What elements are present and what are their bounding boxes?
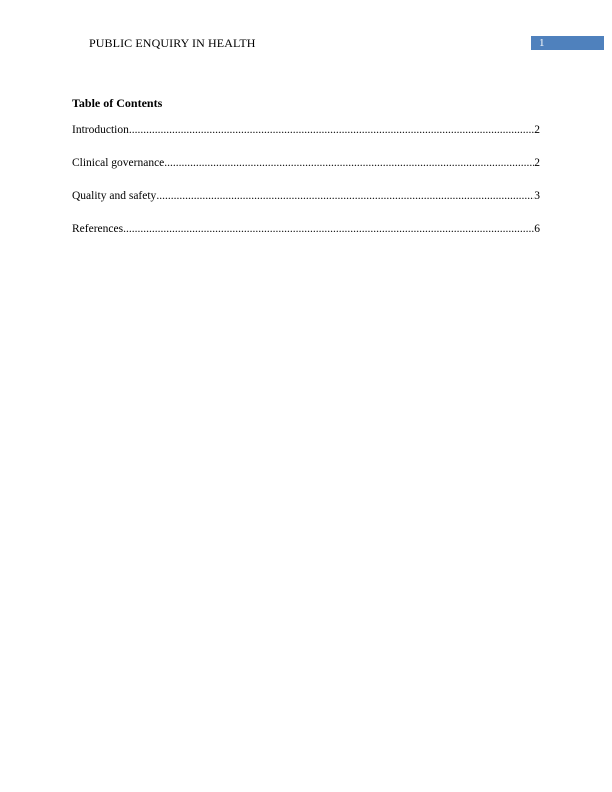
header-title: PUBLIC ENQUIRY IN HEALTH	[89, 36, 256, 50]
toc-leader-dots	[156, 189, 534, 203]
toc-heading: Table of Contents	[72, 96, 163, 110]
toc-entry-quality-and-safety[interactable]	[72, 189, 540, 203]
toc-entry-introduction[interactable]	[72, 123, 540, 137]
toc-entry-page: 2	[534, 124, 540, 136]
page-number: 1	[539, 37, 545, 49]
toc-leader-dots	[123, 222, 534, 236]
toc-entry-page: 2	[534, 157, 540, 169]
toc-entry-page: 3	[534, 190, 540, 202]
toc-entry-clinical-governance[interactable]	[72, 156, 540, 170]
toc-entry-references[interactable]	[72, 222, 540, 236]
toc-entry-label: Quality and safety	[72, 190, 157, 202]
toc-leader-dots	[164, 156, 534, 170]
toc-entry-label: References	[72, 223, 124, 235]
toc-entry-label: Introduction	[72, 124, 129, 136]
toc-entry-label: Clinical governance	[72, 157, 165, 169]
page-number-badge	[531, 36, 604, 50]
toc-leader-dots	[129, 123, 534, 137]
toc-entry-page: 6	[534, 223, 540, 235]
